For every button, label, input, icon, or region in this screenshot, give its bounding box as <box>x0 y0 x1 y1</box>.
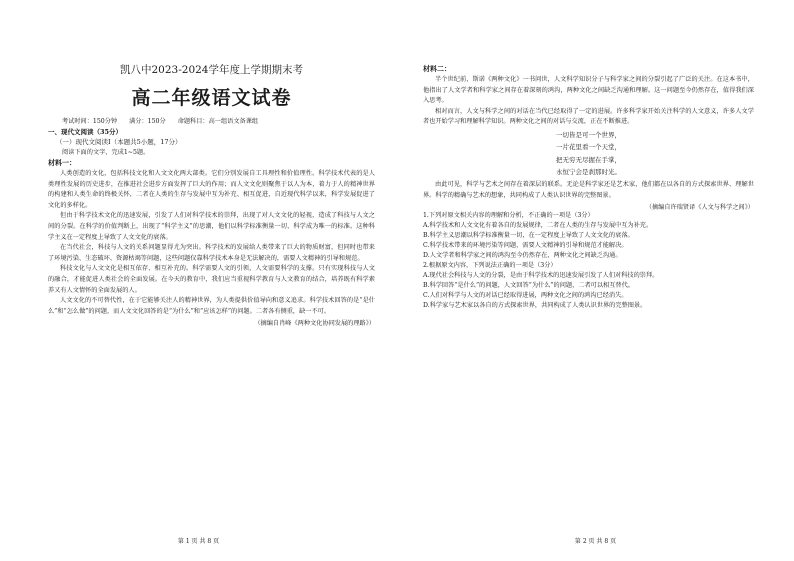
page-footer: 第 2 页 共 8 页 <box>574 538 617 545</box>
question-option: A.科学技术和人文文化有着各自的发展规律，二者在人类的生存与发展中互为补充。 <box>423 222 653 230</box>
poem-line: 永恒宁会是刹那时光。 <box>556 168 621 177</box>
question-option: B.科学主义思潮以科学标准衡量一切，在一定程度上导致了人文文化的衰落。 <box>423 232 634 240</box>
subsection-heading: （一）现代文阅读Ⅰ（本题共5小题，17分） <box>56 138 182 146</box>
exam-author: 命题科目：高一组语文备课组 <box>177 118 259 125</box>
paragraph: 科技文化与人文文化是相互依存、相互补充的。科学需要人文的引领，人文需要科学的支撑。只有实现科技与人文的融合，才能促进人类社会的全面发展。在今天的教育中，我们应当重视科学教育与人文教育的结合，培养既有科学素养又有人文情怀的全面发展的人。 <box>48 265 375 294</box>
instruction: 阅读下面的文字，完成1~5题。 <box>62 149 150 156</box>
section-heading: 一、现代文阅读（35分） <box>48 128 123 136</box>
paragraph: 由此可见，科学与艺术之间存在着深层的联系。无论是科学家还是艺术家，他们都在以各自的方式探索世界、理解世界。科学的精确与艺术的想象，共同构成了人类认识世界的完整图景。 <box>423 180 754 199</box>
right-page <box>397 0 794 561</box>
page-footer: 第 1 页 共 8 页 <box>177 538 220 545</box>
poem-line: 一切皆是可一个世界， <box>556 130 621 139</box>
poem-line: 把无穷无尽握在手掌， <box>556 155 621 164</box>
question-option: C.人们对科学与人文的对话已经取得进展，两种文化之间的鸿沟已经消失。 <box>423 292 628 300</box>
question-option: B.科学回答“是什么”的问题，人文回答“为什么”的问题，二者可以相互替代。 <box>423 282 634 290</box>
question-option: C.科学技术带来的环境污染等问题，需要人文精神的引导和规范才能解决。 <box>423 242 628 250</box>
question-option: D.人文学者和科学家之间的鸿沟至今仍然存在，两种文化之间缺乏沟通。 <box>423 252 622 260</box>
paragraph: 人文文化的不可替代性，在于它能够关注人的精神世界，为人类提供价值导向和意义追求。科学技术回答的是“是什么”和“怎么做”的问题，而人文文化回答的是“为什么”和“应该怎样”的问题。二者各有侧重，缺一不可。 <box>48 297 375 315</box>
paragraph: 在当代社会，科技与人文的关系问题显得尤为突出。科学技术的发展给人类带来了巨大的物质财富，但同时也带来了环境污染、生态破坏、资源枯竭等问题，这些问题仅靠科学技术本身是无法解决的，需要人文精神的引导和规范。 <box>48 244 375 262</box>
question-option: A.现代社会科技与人文的分裂，是由于科学技术的迅速发展引发了人们对科技的崇拜。 <box>423 272 659 280</box>
source-citation: （摘编自许瑞贤译《人文与科学之间》） <box>645 204 754 212</box>
exam-time: 考试时间：150分钟 <box>62 118 118 125</box>
source-citation: （摘编自肖峰《两种文化协同发展的理路》） <box>254 320 375 328</box>
question-stem: 2.根据原文内容，下列说法正确的一项是（3分） <box>423 262 557 270</box>
paragraph: 人类创造的文化，包括科技文化和人文文化两大部类。它们分别发展自工具理性和价值理性。科学技术代表的是人类理性发展的历史进步，在推进社会进步方面发挥了巨大的作用；而人文文化则聚焦于以人为本，着力于人的精神世界的构建和人类生命的终极关怀，二者在人类的生存与发展中互为补充、相互促进，自近现代科学以来，科学发展促进了文化的多样化。 <box>48 170 375 209</box>
paragraph: 但由于科学技术文化的迅速发展，引发了人们对科学技术的崇拜，出现了对人文文化的轻视，造成了科技与人文之间的分裂。在科学的价值判断上，出现了“科学主义”的思潮，他们以科学标准衡量一切，科学成为唯一的标准。这种科学主义在一定程度上导致了人文文化的衰落。 <box>48 212 375 241</box>
exam-score: 满分：150分 <box>129 118 166 125</box>
question-stem: 1.下列对原文相关内容的理解和分析，不正确的一项是（3分） <box>423 212 594 220</box>
exam-meta <box>62 116 375 125</box>
material-label: 材料一： <box>48 158 76 167</box>
school-name: 凯八中2023-2024学年度上学期期末考 <box>120 64 303 76</box>
exam-title: 高二年级语文试卷 <box>131 87 292 109</box>
poem-line: 一片花里看一个天堂， <box>556 143 621 152</box>
material-label: 材料二： <box>423 64 451 73</box>
paragraph: 半个世纪前，斯诺《两种文化》一书问世，人文科学知识分子与科学家之间的分裂引起了广泛的关注。在这本书中，他指出了人文学者和科学家之间存在着深刻的鸿沟，两种文化之间缺乏沟通和理解。这一问题至今仍然存在，值得我们深入思考。 <box>423 76 754 105</box>
poem <box>423 130 754 178</box>
paragraph: 相对而言，人文与科学之间的对话在当代已经取得了一定的进展。许多科学家开始关注科学的人文意义，许多人文学者也开始学习和理解科学知识。两种文化之间的对话与交流，正在不断推进。 <box>423 107 754 126</box>
question-option: D.科学家与艺术家以各自的方式探索世界，共同构成了人类认识世界的完整图景。 <box>423 302 647 310</box>
